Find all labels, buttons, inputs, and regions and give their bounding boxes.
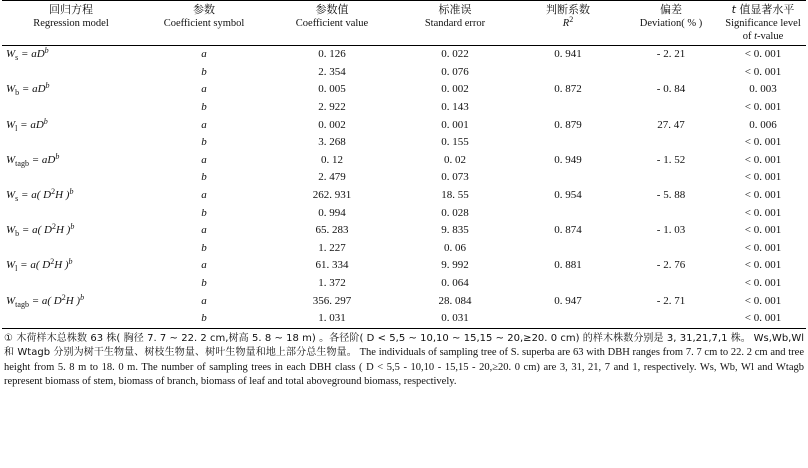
cell-deviation: - 2. 76 — [656, 259, 686, 272]
cell-deviation — [622, 275, 720, 293]
cell-significance: < 0. 001 — [744, 48, 782, 61]
cell-significance: < 0. 001 — [744, 65, 782, 78]
cell-coefficient-value: 356. 297 — [312, 294, 352, 307]
cell-coefficient-symbol: b — [201, 65, 207, 78]
cell-standard-error: 0. 022 — [441, 48, 469, 61]
cell-deviation: 27. 47 — [657, 118, 685, 131]
cell-coefficient-symbol: b — [201, 171, 207, 184]
table-row — [2, 240, 806, 258]
header-regression-model: 回归方程 Regression model — [2, 1, 140, 46]
header-coefficient-symbol: 参数 Coefficient symbol — [140, 1, 268, 46]
cell-coefficient-value: 1. 227 — [318, 241, 346, 254]
cell-standard-error: 0. 06 — [444, 241, 466, 254]
cell-deviation: - 1. 03 — [656, 224, 686, 237]
cell-deviation — [622, 99, 720, 117]
cell-coefficient-value: 0. 12 — [321, 153, 343, 166]
footnote-chinese-sampling: ① 木荷样木总株数 63 株( 胸径 7. 7 ~ 22. 2 cm,树高 5. 8 ~ 18 m) 。各径阶( D < 5,5 ~ 10,10 ~ 15,15 ~ 20,≥20. 0 cm) 的样木株数分别是 3, 31,21,7,1 株。 — [4, 332, 751, 344]
cell-standard-error: 18. 55 — [441, 189, 469, 202]
cell-coefficient-symbol: b — [201, 277, 207, 290]
cell-standard-error: 9. 992 — [441, 259, 469, 272]
cell-regression-model: $W_b = a$( $D^2H$ )$^b$ — [6, 222, 75, 239]
cell-significance: < 0. 001 — [744, 241, 782, 254]
cell-standard-error: 0. 001 — [441, 118, 469, 131]
cell-coefficient-symbol: a — [201, 118, 207, 131]
cell-standard-error: 0. 155 — [441, 136, 469, 149]
cell-r-squared: 0. 879 — [554, 118, 582, 131]
cell-coefficient-symbol: a — [201, 224, 207, 237]
cell-regression-model — [2, 169, 140, 187]
cell-standard-error: 0. 076 — [441, 65, 469, 78]
cell-coefficient-value: 0. 994 — [318, 206, 346, 219]
cell-coefficient-value: 3. 268 — [318, 136, 346, 149]
cell-standard-error: 0. 064 — [441, 277, 469, 290]
cell-coefficient-value: 0. 002 — [318, 118, 346, 131]
cell-coefficient-symbol: b — [201, 101, 207, 114]
cell-standard-error: 0. 031 — [396, 310, 514, 328]
cell-deviation — [622, 134, 720, 152]
cell-regression-model — [2, 99, 140, 117]
cell-regression-model: $W_l = aD^b$ — [6, 116, 48, 133]
cell-deviation — [622, 169, 720, 187]
cell-regression-model — [2, 134, 140, 152]
cell-coefficient-symbol: b — [201, 136, 207, 149]
cell-r-squared — [514, 134, 622, 152]
cell-significance: 0. 003 — [749, 83, 777, 96]
cell-regression-model: $W_{tagb} = aD^b$ — [6, 151, 60, 168]
cell-coefficient-value: 262. 931 — [312, 189, 352, 202]
cell-r-squared: 0. 947 — [554, 294, 582, 307]
cell-coefficient-symbol: a — [201, 48, 207, 61]
table-row — [2, 169, 806, 187]
cell-coefficient-symbol: b — [140, 310, 268, 328]
table-row — [2, 134, 806, 152]
header-row — [2, 1, 806, 46]
cell-regression-model: $W_l = a$( $D^2H$ )$^b$ — [6, 257, 73, 274]
cell-r-squared — [514, 204, 622, 222]
cell-significance: < 0. 001 — [744, 259, 782, 272]
cell-r-squared — [514, 240, 622, 258]
cell-significance: < 0. 001 — [744, 206, 782, 219]
cell-coefficient-value: 65. 283 — [315, 224, 349, 237]
cell-r-squared — [514, 310, 622, 328]
table-row — [2, 152, 806, 170]
cell-regression-model — [2, 310, 140, 328]
cell-r-squared: 0. 949 — [554, 153, 582, 166]
cell-r-squared: 0. 872 — [554, 83, 582, 96]
table-row — [2, 187, 806, 205]
header-coefficient-value: 参数值 Coefficient value — [268, 1, 396, 46]
table-row — [2, 257, 806, 275]
cell-coefficient-value: 61. 334 — [315, 259, 349, 272]
cell-regression-model — [2, 240, 140, 258]
cell-coefficient-symbol: a — [201, 294, 207, 307]
table-row — [2, 204, 806, 222]
cell-coefficient-symbol: a — [201, 189, 207, 202]
cell-significance: 0. 006 — [749, 118, 777, 131]
cell-standard-error: 0. 143 — [441, 101, 469, 114]
cell-regression-model — [2, 204, 140, 222]
cell-standard-error: 28. 084 — [438, 294, 472, 307]
cell-coefficient-value: 0. 005 — [318, 83, 346, 96]
header-standard-error: 标准误 Standard error — [396, 1, 514, 46]
cell-significance: < 0. 001 — [744, 101, 782, 114]
table-row — [2, 222, 806, 240]
cell-coefficient-symbol: b — [201, 241, 207, 254]
cell-coefficient-symbol: a — [201, 259, 207, 272]
cell-standard-error: 9. 835 — [441, 224, 469, 237]
cell-deviation: - 1. 52 — [656, 153, 686, 166]
cell-regression-model — [2, 64, 140, 82]
cell-deviation — [622, 204, 720, 222]
cell-deviation: - 5. 88 — [656, 189, 686, 202]
regression-table — [2, 0, 806, 329]
cell-regression-model — [2, 275, 140, 293]
footnote-english-sampling: The individuals of sampling tree of S. superba are 63 with DBH ranges from 7. 7 cm to 22. 2 cm and tree height from 5. 8 m to 18. 0 m. The number of sampling trees in each DBH class ( D < 5,5 - 10,10 - 15,15 - 20,≥20. 0 cm) are 3, 31, 21, 7 and 1, respectively. — [4, 347, 804, 373]
cell-r-squared: 0. 881 — [554, 259, 582, 272]
table-row — [2, 275, 806, 293]
table-row — [2, 310, 806, 328]
cell-r-squared: 0. 954 — [554, 189, 582, 202]
cell-coefficient-value: 1. 372 — [318, 277, 346, 290]
cell-significance: < 0. 001 — [744, 277, 782, 290]
cell-standard-error: 0. 028 — [441, 206, 469, 219]
header-significance: t 值显著水平 Significance level of t-value — [720, 1, 806, 46]
cell-r-squared — [514, 169, 622, 187]
header-r-squared: 判断系数 $R^2$ — [514, 1, 622, 46]
cell-r-squared: 0. 874 — [554, 224, 582, 237]
cell-deviation: - 2. 71 — [656, 294, 686, 307]
cell-deviation: - 0. 84 — [656, 83, 686, 96]
cell-r-squared — [514, 64, 622, 82]
cell-regression-model: $W_s = a$( $D^2H$ )$^b$ — [6, 187, 74, 204]
cell-coefficient-symbol: a — [201, 153, 207, 166]
table-row — [2, 292, 806, 310]
table-row — [2, 64, 806, 82]
cell-significance: < 0. 001 — [744, 189, 782, 202]
cell-significance: < 0. 001 — [720, 310, 806, 328]
table-body — [2, 46, 806, 329]
table-row — [2, 46, 806, 64]
cell-significance: < 0. 001 — [744, 136, 782, 149]
cell-significance: < 0. 001 — [744, 294, 782, 307]
cell-deviation — [622, 240, 720, 258]
table-row — [2, 99, 806, 117]
cell-r-squared — [514, 275, 622, 293]
cell-coefficient-value: 1. 031 — [268, 310, 396, 328]
cell-regression-model: $W_b = aD^b$ — [6, 81, 50, 98]
cell-regression-model: $W_{tagb} = a$( $D^2H$ )$^b$ — [6, 292, 85, 309]
cell-coefficient-value: 2. 922 — [318, 101, 346, 114]
cell-standard-error: 0. 073 — [441, 171, 469, 184]
cell-deviation: - 2. 21 — [656, 48, 686, 61]
cell-coefficient-value: 2. 354 — [318, 65, 346, 78]
cell-coefficient-value: 2. 479 — [318, 171, 346, 184]
cell-significance: < 0. 001 — [744, 153, 782, 166]
table-footnote — [2, 329, 806, 390]
cell-r-squared: 0. 941 — [554, 48, 582, 61]
header-deviation: 偏差 Deviation( % ) — [622, 1, 720, 46]
cell-deviation — [622, 64, 720, 82]
cell-significance: < 0. 001 — [744, 171, 782, 184]
cell-significance: < 0. 001 — [744, 224, 782, 237]
table-row — [2, 116, 806, 134]
cell-regression-model: $W_s = aD^b$ — [6, 46, 49, 63]
cell-coefficient-symbol: a — [201, 83, 207, 96]
cell-coefficient-symbol: b — [201, 206, 207, 219]
footnote-english-definitions: Ws, Wb, Wl and Wtagb represent biomass of stem, biomass of branch, biomass of leaf and total aboveground biomass, respectively. — [4, 361, 805, 387]
footnote-chinese-definitions: Ws,Wb,Wl 和 Wtagb 分别为树干生物量、树枝生物量、树叶生物量和地上部分总生物量。 — [4, 332, 805, 358]
cell-coefficient-value: 0. 126 — [318, 48, 346, 61]
cell-standard-error: 0. 002 — [441, 83, 469, 96]
cell-r-squared — [514, 99, 622, 117]
cell-deviation — [622, 310, 720, 328]
table-row — [2, 81, 806, 99]
cell-standard-error: 0. 02 — [444, 153, 466, 166]
